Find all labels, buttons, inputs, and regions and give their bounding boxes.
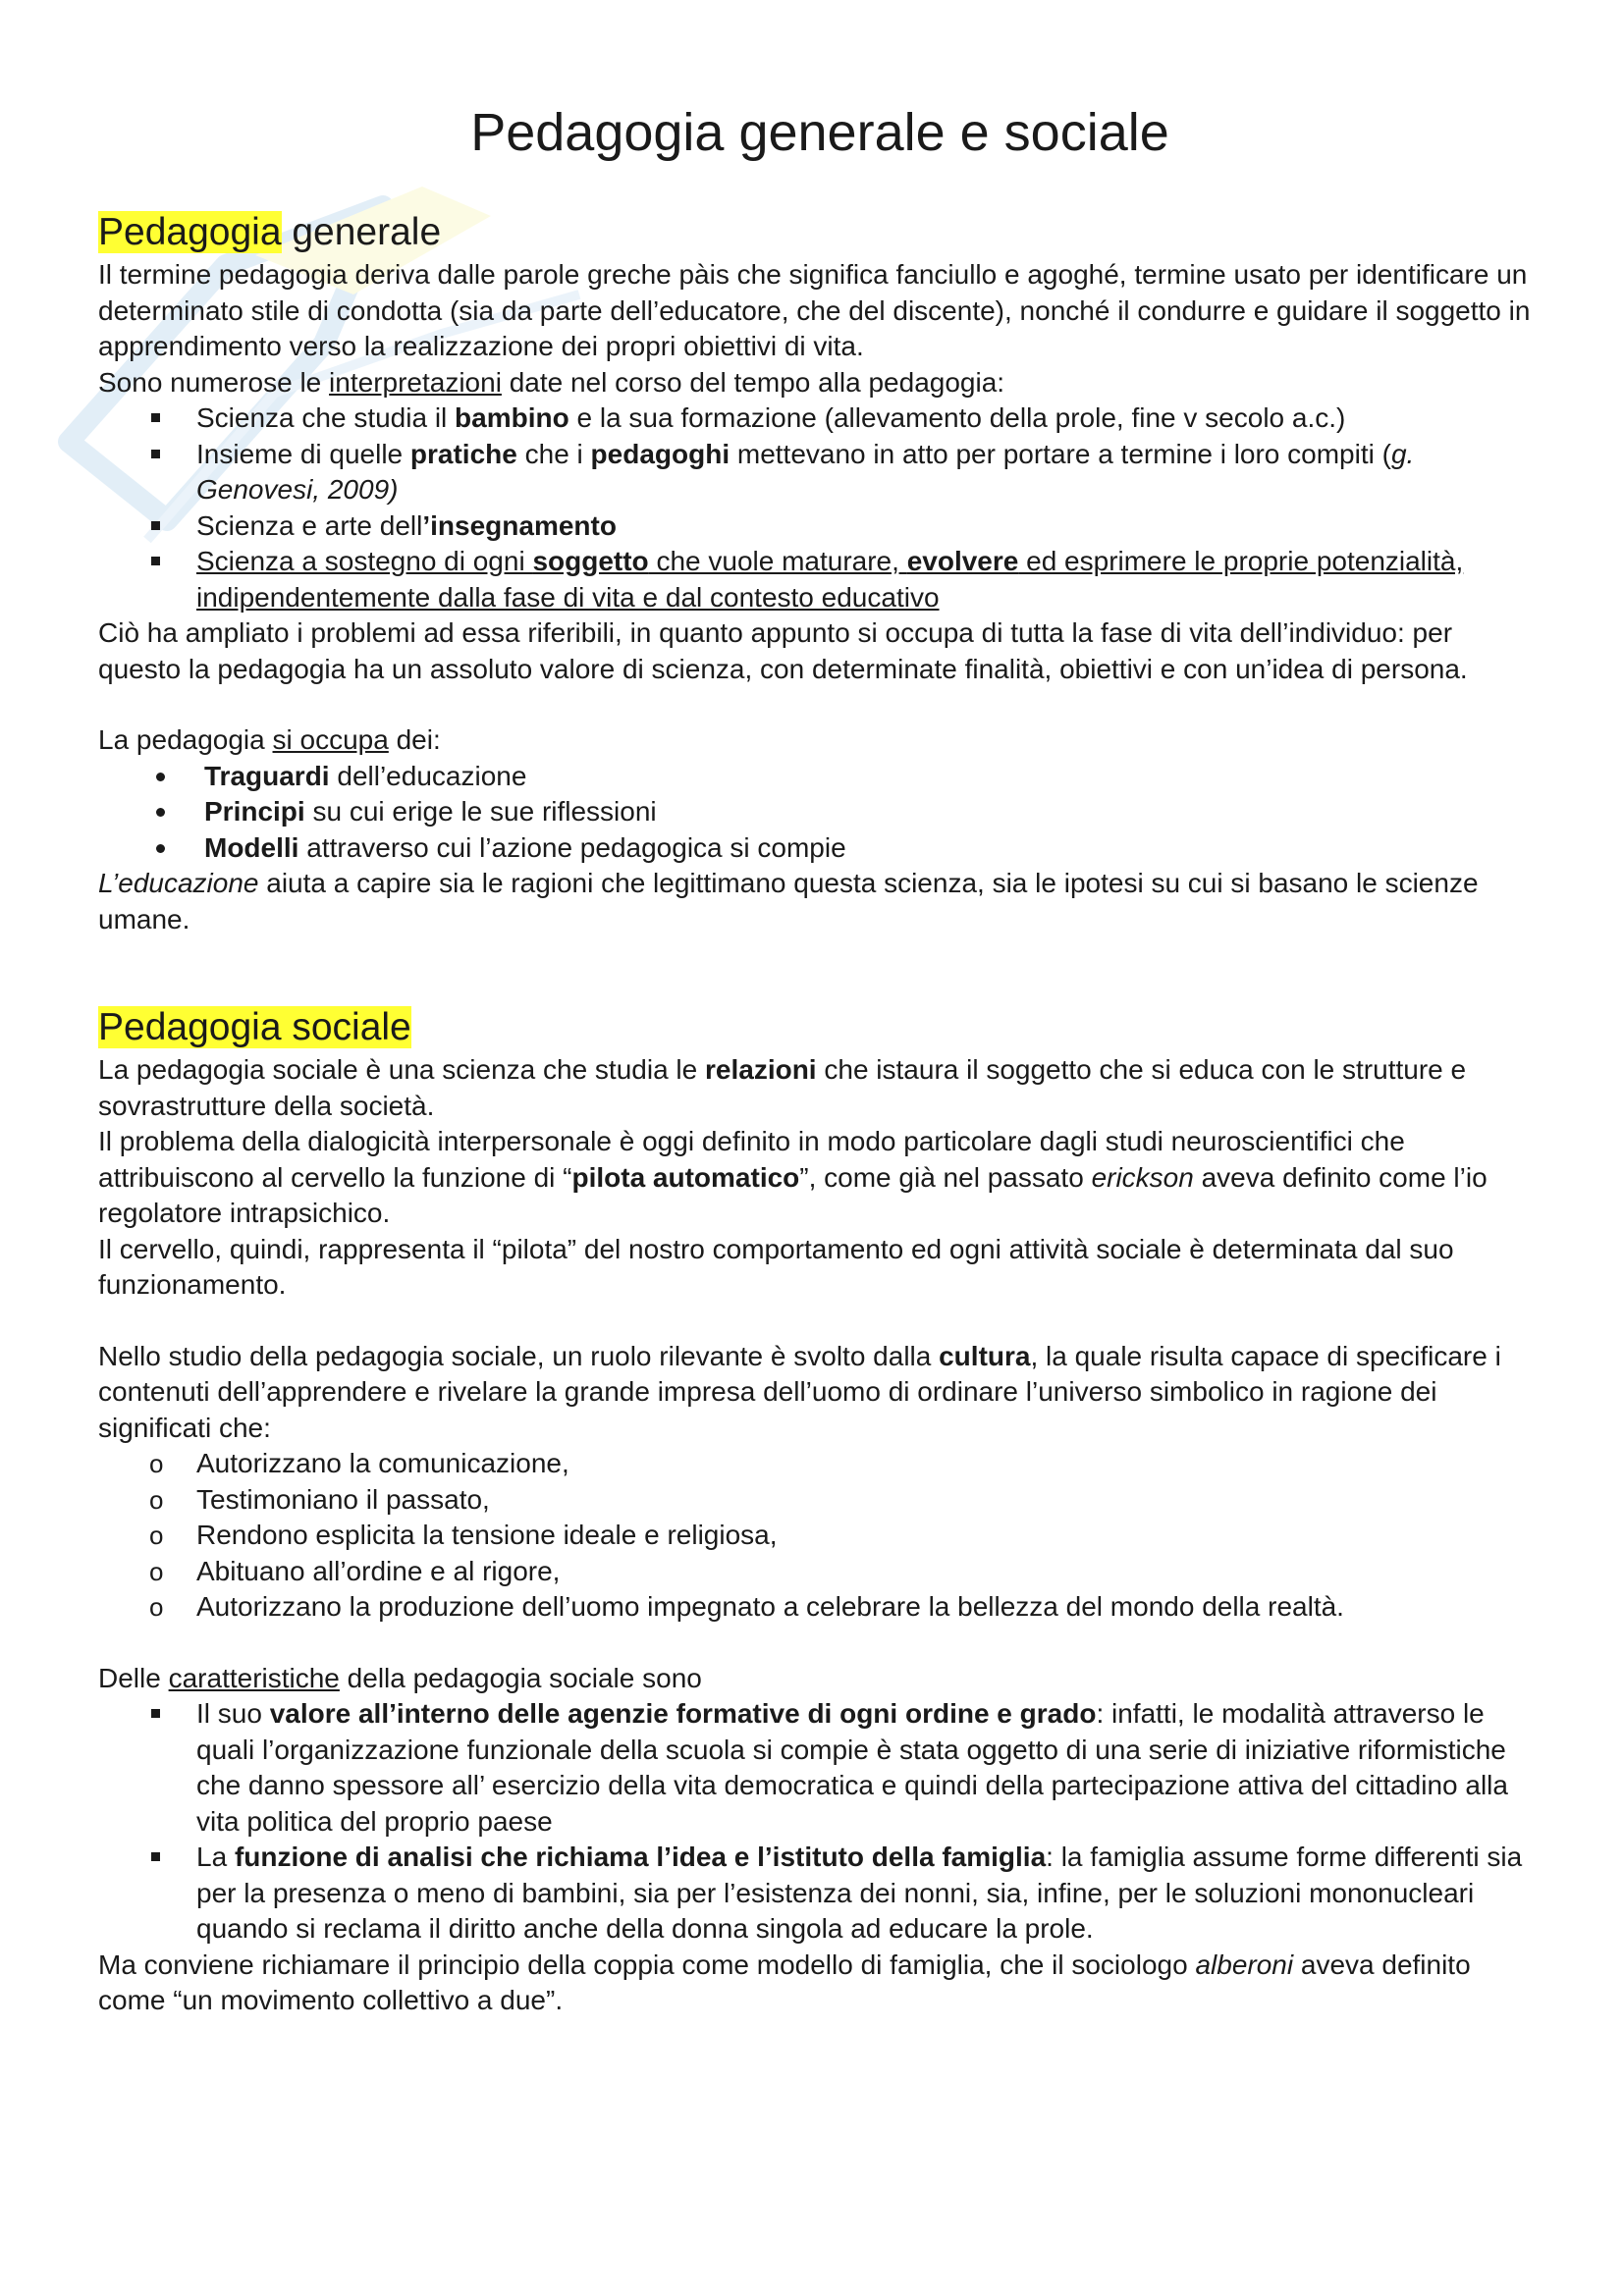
- paragraph: Il cervello, quindi, rappresenta il “pilota” del nostro comportamento ed ogni attività sociale è determinata dal suo funzionamento.: [98, 1233, 1454, 1300]
- paragraph: Ma conviene richiamare il principio della coppia come modello di famiglia, che il sociologo alberoni aveva definito come “un movimento collettivo a due”.: [98, 1949, 1471, 2015]
- heading-highlight: Pedagogia: [98, 211, 282, 253]
- paragraph: Ciò ha ampliato i problemi ad essa riferibili, in quanto appunto si occupa di tutta la fase di vita dell’individuo: per questo la pedagogia ha un assoluto valore di scienza, con determinate finalità, obiettivi e con un’idea di persona.: [98, 617, 1468, 684]
- list-item: o Rendono esplicita la tensione ideale e religiosa,: [98, 1518, 1542, 1554]
- paragraph: Nello studio della pedagogia sociale, un ruolo rilevante è svolto dalla cultura, la quale risulta capace di specificare i contenuti dell’apprendere e rivelare la grande impresa dell’uomo di ordinare l’universo simbolico in ragione dei significati che:: [98, 1340, 1501, 1443]
- circle-bullet-icon: o: [149, 1556, 164, 1586]
- list-item: Scienza a sostegno di ogni soggetto che vuole maturare, evolvere ed esprimere le proprie potenzialità, indipendentemente dalla fase di vita e dal contesto educativo: [196, 546, 1464, 613]
- section-pedagogia-sociale: [98, 1003, 1542, 2019]
- section-pedagogia-generale: [98, 208, 1542, 937]
- list-item: o Testimoniano il passato,: [98, 1482, 1542, 1519]
- list-item: o Autorizzano la comunicazione,: [98, 1446, 1542, 1482]
- list-item: Traguardi dell’educazione: [204, 760, 527, 791]
- section-heading: [98, 208, 1542, 257]
- list-item: Il suo valore all’interno delle agenzie formative di ogni ordine e grado: infatti, le modalità attraverso le quali l’organizzazione funzionale della scuola si compie è stata oggetto di una serie di iniziative riformistiche che danno spessore all’ esercizio della vita democratica e quindi della partecipazione attiva del cittadino alla vita politica del proprio paese: [196, 1698, 1508, 1837]
- heading-rest: generale: [281, 211, 442, 253]
- bullet-list: [98, 759, 1542, 867]
- page-title: Pedagogia generale e sociale: [470, 103, 1169, 162]
- section-heading: [98, 1003, 1542, 1052]
- list-item: o Abituano all’ordine e al rigore,: [98, 1554, 1542, 1590]
- paragraph: Il problema della dialogicità interpersonale è oggi definito in modo particolare dagli studi neuroscientifici che attribuiscono al cervello la funzione di “pilota automatico”, come già nel passato erickson aveva definito come l’io regolatore intrapsichico.: [98, 1126, 1488, 1228]
- circle-bullet-icon: o: [149, 1484, 164, 1515]
- circle-bullet-icon: o: [149, 1449, 164, 1478]
- list-item: Insieme di quelle pratiche che i pedagoghi mettevano in atto per portare a termine i loro compiti (g. Genovesi, 2009): [196, 438, 1415, 505]
- list-item: Modelli attraverso cui l’azione pedagogica si compie: [204, 831, 846, 863]
- circle-bullet-icon: o: [149, 1592, 164, 1622]
- circle-list: [98, 1446, 1542, 1626]
- list-item: o Autorizzano la produzione dell’uomo impegnato a celebrare la bellezza del mondo della realtà.: [98, 1589, 1542, 1626]
- paragraph: Delle caratteristiche della pedagogia sociale sono: [98, 1662, 702, 1693]
- bullet-list: [98, 1696, 1542, 1948]
- bullet-list: [98, 400, 1542, 615]
- paragraph: La pedagogia sociale è una scienza che studia le relazioni che istaura il soggetto che si educa con le strutture e sovrastrutture della società.: [98, 1054, 1467, 1121]
- list-item: Principi su cui erige le sue riflessioni: [204, 796, 657, 827]
- paragraph: L’educazione aiuta a capire sia le ragioni che legittimano questa scienza, sia le ipotesi su cui si basano le scienze umane.: [98, 868, 1479, 934]
- paragraph: Il termine pedagogia deriva dalle parole greche pàis che significa fanciullo e agoghé, termine usato per identificare un determinato stile di condotta (sia da parte dell’educatore, che del discente), nonché il condurre e guidare il soggetto in apprendimento verso la realizzazione dei propri obiettivi di vita.: [98, 259, 1531, 361]
- circle-bullet-icon: o: [149, 1521, 164, 1550]
- paragraph: La pedagogia si occupa dei:: [98, 724, 441, 755]
- paragraph: Sono numerose le interpretazioni date nel corso del tempo alla pedagogia:: [98, 366, 1005, 398]
- list-item: Scienza e arte dell’insegnamento: [196, 509, 617, 541]
- list-item: La funzione di analisi che richiama l’idea e l’istituto della famiglia: la famiglia assume forme differenti sia per la presenza o meno di bambini, sia per l’esistenza dei nonni, sia, infine, per le soluzioni mononucleari quando si reclama il diritto anche della donna singola ad educare la prole.: [196, 1842, 1523, 1944]
- heading-highlight: Pedagogia sociale: [98, 1006, 411, 1048]
- list-item: Scienza che studia il bambino e la sua formazione (allevamento della prole, fine v secolo a.c.): [196, 402, 1346, 433]
